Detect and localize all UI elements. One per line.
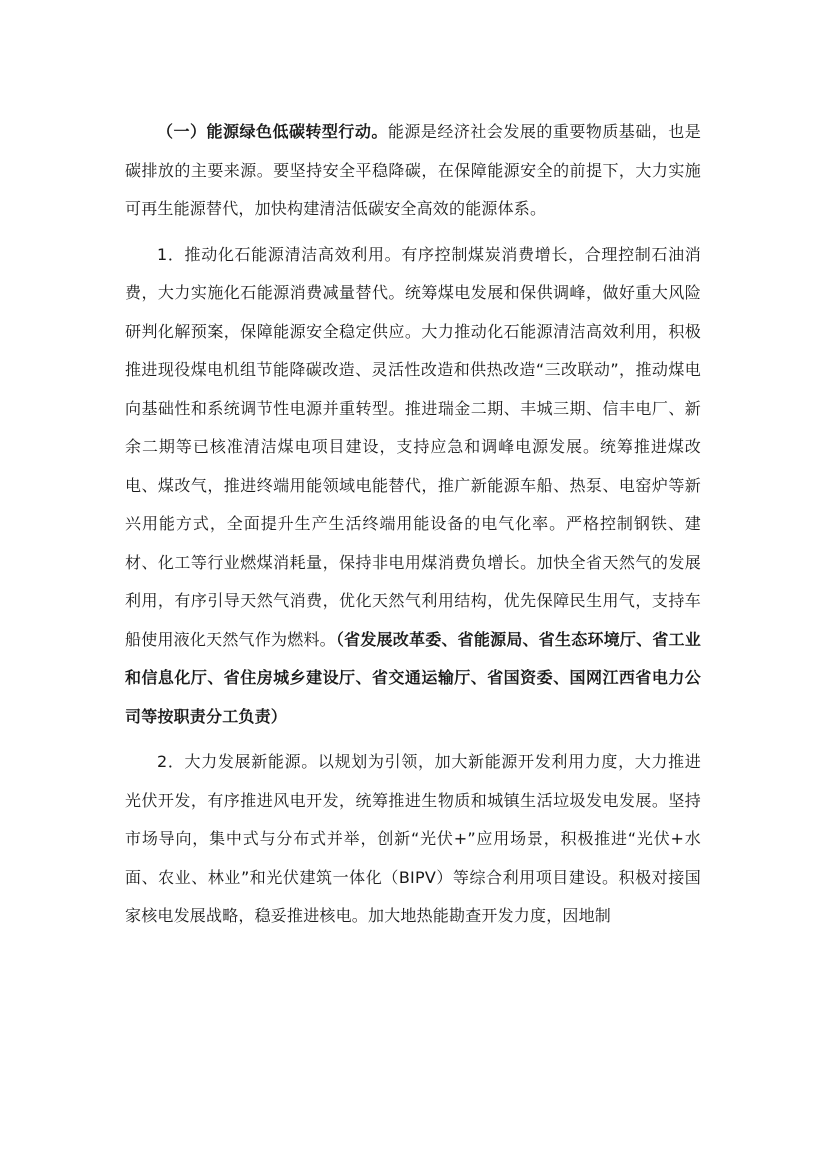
- item-1-paragraph: [125, 236, 701, 737]
- item-1-responsible: （省发展改革委、省能源局、省生态环境厅、省工业和信息化厅、省住房城乡建设厅、省交通运输厅、省国资委、国网江西省电力公司等按职责分工负责）: [125, 629, 701, 726]
- item-2-paragraph: [125, 743, 701, 936]
- document-page: [125, 113, 701, 936]
- item-1-text: 1．推动化石能源清洁高效利用。有序控制煤炭消费增长，合理控制石油消费，大力实施化石能源消费减量替代。统筹煤电发展和保供调峰，做好重大风险研判化解预案，保障能源安全稳定供应。大力推动化石能源清洁高效利用，积极推进现役煤电机组节能降碳改造、灵活性改造和供热改造“三改联动”，推动煤电向基础性和系统调节性电源并重转型。推进瑞金二期、丰城三期、信丰电厂、新余二期等已核准清洁煤电项目建设，支持应急和调峰电源发展。统筹推进煤改电、煤改气，推进终端用能领域电能替代，推广新能源车船、热泵、电窑炉等新兴用能方式，全面提升生产生活终端用能设备的电气化率。严格控制钢铁、建材、化工等行业燃煤消耗量，保持非电用煤消费负增长。加快全省天然气的发展利用，有序引导天然气消费，优化天然气利用结构，优先保障民生用气，支持车船使用液化天然气作为燃料。: [125, 244, 701, 649]
- section-intro: 能源是经济社会发展的重要物质基础，也是碳排放的主要来源。要坚持安全平稳降碳，在保障能源安全的前提下，大力实施可再生能源替代，加快构建清洁低碳安全高效的能源体系。: [125, 122, 701, 218]
- section-paragraph: [125, 113, 701, 229]
- section-heading: （一）能源绿色低碳转型行动。: [157, 122, 388, 141]
- item-2-text: 2．大力发展新能源。以规划为引领，加大新能源开发利用力度，大力推进光伏开发，有序推进风电开发，统筹推进生物质和城镇生活垃圾发电发展。坚持市场导向，集中式与分布式并举，创新“光伏+”应用场景，积极推进“光伏+水面、农业、林业”和光伏建筑一体化（BIPV）等综合利用项目建设。积极对接国家核电发展战略，稳妥推进核电。加大地热能勘查开发力度，因地制: [125, 752, 701, 925]
